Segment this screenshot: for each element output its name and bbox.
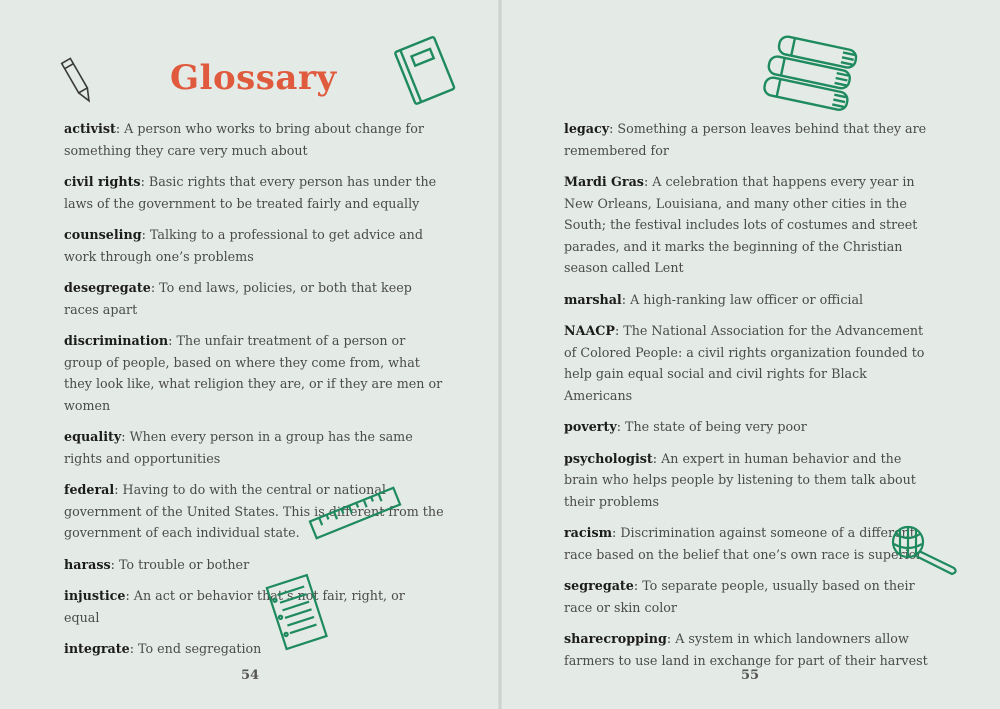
glossary-definition: A system in which landowners allow farmers to use land in exchange for part of their harvest <box>564 631 928 668</box>
glossary-definition: Something a person leaves behind that they are remembered for <box>564 121 927 158</box>
glossary-entry: activist: A person who works to bring about change for something they care very much about <box>64 121 424 158</box>
glossary-definition: The unfair treatment of a person or group of people, based on where they come from, what they look like, what religion they are, or if they are men or women <box>64 333 443 413</box>
glossary-definition: Talking to a professional to get advice and work through one’s problems <box>64 227 423 264</box>
glossary-entry: harass: To trouble or bother <box>64 556 250 572</box>
glossary-list-right <box>564 118 934 681</box>
glossary-entry: injustice: An act or behavior that’s not fair, right, or equal <box>64 588 405 625</box>
glossary-term: desegregate <box>64 280 151 295</box>
glossary-list-left <box>64 118 444 670</box>
glossary-term: segregate <box>564 578 634 593</box>
glossary-entry: psychologist: An expert in human behavior and the brain who helps people by listening to them talk about their problems <box>564 450 916 509</box>
glossary-term: marshal <box>564 291 622 307</box>
glossary-definition: To end segregation <box>138 641 262 656</box>
glossary-definition: To separate people, usually based on their race or skin color <box>564 578 915 615</box>
glossary-term: integrate <box>64 641 130 656</box>
glossary-entry: discrimination: The unfair treatment of a person or group of people, based on where they come from, what they look like, what religion they are, or if they are men or women <box>64 333 443 413</box>
glossary-definition: When every person in a group has the same rights and opportunities <box>64 429 413 466</box>
glossary-term: NAACP <box>564 323 615 338</box>
glossary-entry: Mardi Gras: A celebration that happens every year in New Orleans, Louisiana, and many other cities in the South; the festival includes lots of costumes and street parades, and it marks the beginning of the Christian season called Lent <box>564 174 918 275</box>
glossary-definition: The National Association for the Advancement of Colored People: a civil rights organization founded to help gain equal social and civil rights for Black Americans <box>564 323 925 403</box>
pencil-icon <box>60 54 94 106</box>
books-stack-icon <box>758 32 866 114</box>
glossary-term: activist <box>64 121 116 136</box>
notebook-icon <box>390 32 462 110</box>
glossary-term: psychologist <box>564 450 653 466</box>
glossary-definition: Basic rights that every person has under the laws of the government to be treated fairly and equally <box>64 174 437 211</box>
right-page <box>500 0 1000 709</box>
glossary-entry: desegregate: To end laws, policies, or both that keep races apart <box>64 280 412 317</box>
glossary-term: injustice <box>64 588 126 603</box>
glossary-term: counseling <box>64 227 142 242</box>
glossary-definition: An expert in human behavior and the brain who helps people by listening to them talk about their problems <box>564 450 916 509</box>
glossary-definition: To trouble or bother <box>118 556 250 572</box>
glossary-entry: sharecropping: A system in which landowners allow farmers to use land in exchange for part of their harvest <box>564 631 928 668</box>
microphone-icon <box>886 520 962 580</box>
page-number: 54 <box>241 668 260 683</box>
glossary-definition: Having to do with the central or national government of the United States. This is different from the government of each individual state. <box>64 482 444 540</box>
glossary-term: legacy <box>564 121 610 136</box>
glossary-definition: An act or behavior that’s not fair, right, or equal <box>64 588 405 625</box>
glossary-entry: legacy: Something a person leaves behind that they are remembered for <box>564 121 927 158</box>
glossary-entry: segregate: To separate people, usually based on their race or skin color <box>564 578 915 615</box>
glossary-definition: To end laws, policies, or both that keep races apart <box>64 280 412 317</box>
glossary-definition: A person who works to bring about change for something they care very much about <box>64 121 424 158</box>
ruler-icon <box>306 482 404 544</box>
notepad-icon <box>262 570 332 656</box>
glossary-entry: integrate: To end segregation <box>64 641 262 656</box>
glossary-entry: marshal: A high-ranking law officer or official <box>564 291 864 307</box>
glossary-definition: A high-ranking law officer or official <box>630 291 864 307</box>
page-number: 55 <box>741 668 760 683</box>
glossary-term: harass <box>64 556 111 572</box>
page-title: Glossary <box>170 58 337 98</box>
glossary-term: racism <box>564 525 613 540</box>
glossary-entry: federal: Having to do with the central or national government of the United States. This is different from the government of each individual state. <box>64 482 444 540</box>
glossary-term: federal <box>64 482 115 497</box>
glossary-entry: poverty: The state of being very poor <box>564 419 807 434</box>
glossary-term: Mardi Gras <box>564 174 644 189</box>
glossary-entry: equality: When every person in a group has the same rights and opportunities <box>64 429 413 466</box>
glossary-term: discrimination <box>64 333 169 348</box>
glossary-definition: The state of being very poor <box>625 419 807 434</box>
glossary-entry: racism: Discrimination against someone of a different race based on the belief that one’s own race is superior <box>564 525 923 562</box>
glossary-definition: A celebration that happens every year in New Orleans, Louisiana, and many other cities in the South; the festival includes lots of costumes and street parades, and it marks the beginning of the Christian season called Lent <box>564 174 918 275</box>
glossary-entry: counseling: Talking to a professional to get advice and work through one’s problems <box>64 227 423 264</box>
glossary-term: poverty <box>564 419 617 434</box>
glossary-definition: Discrimination against someone of a different race based on the belief that one’s own race is superior <box>564 525 923 562</box>
glossary-term: equality <box>64 429 122 444</box>
glossary-term: civil rights <box>64 174 141 189</box>
glossary-entry: civil rights: Basic rights that every person has under the laws of the government to be treated fairly and equally <box>64 174 437 211</box>
glossary-term: sharecropping <box>564 631 667 646</box>
glossary-entry: NAACP: The National Association for the Advancement of Colored People: a civil rights organization founded to help gain equal social and civil rights for Black Americans <box>564 323 925 403</box>
